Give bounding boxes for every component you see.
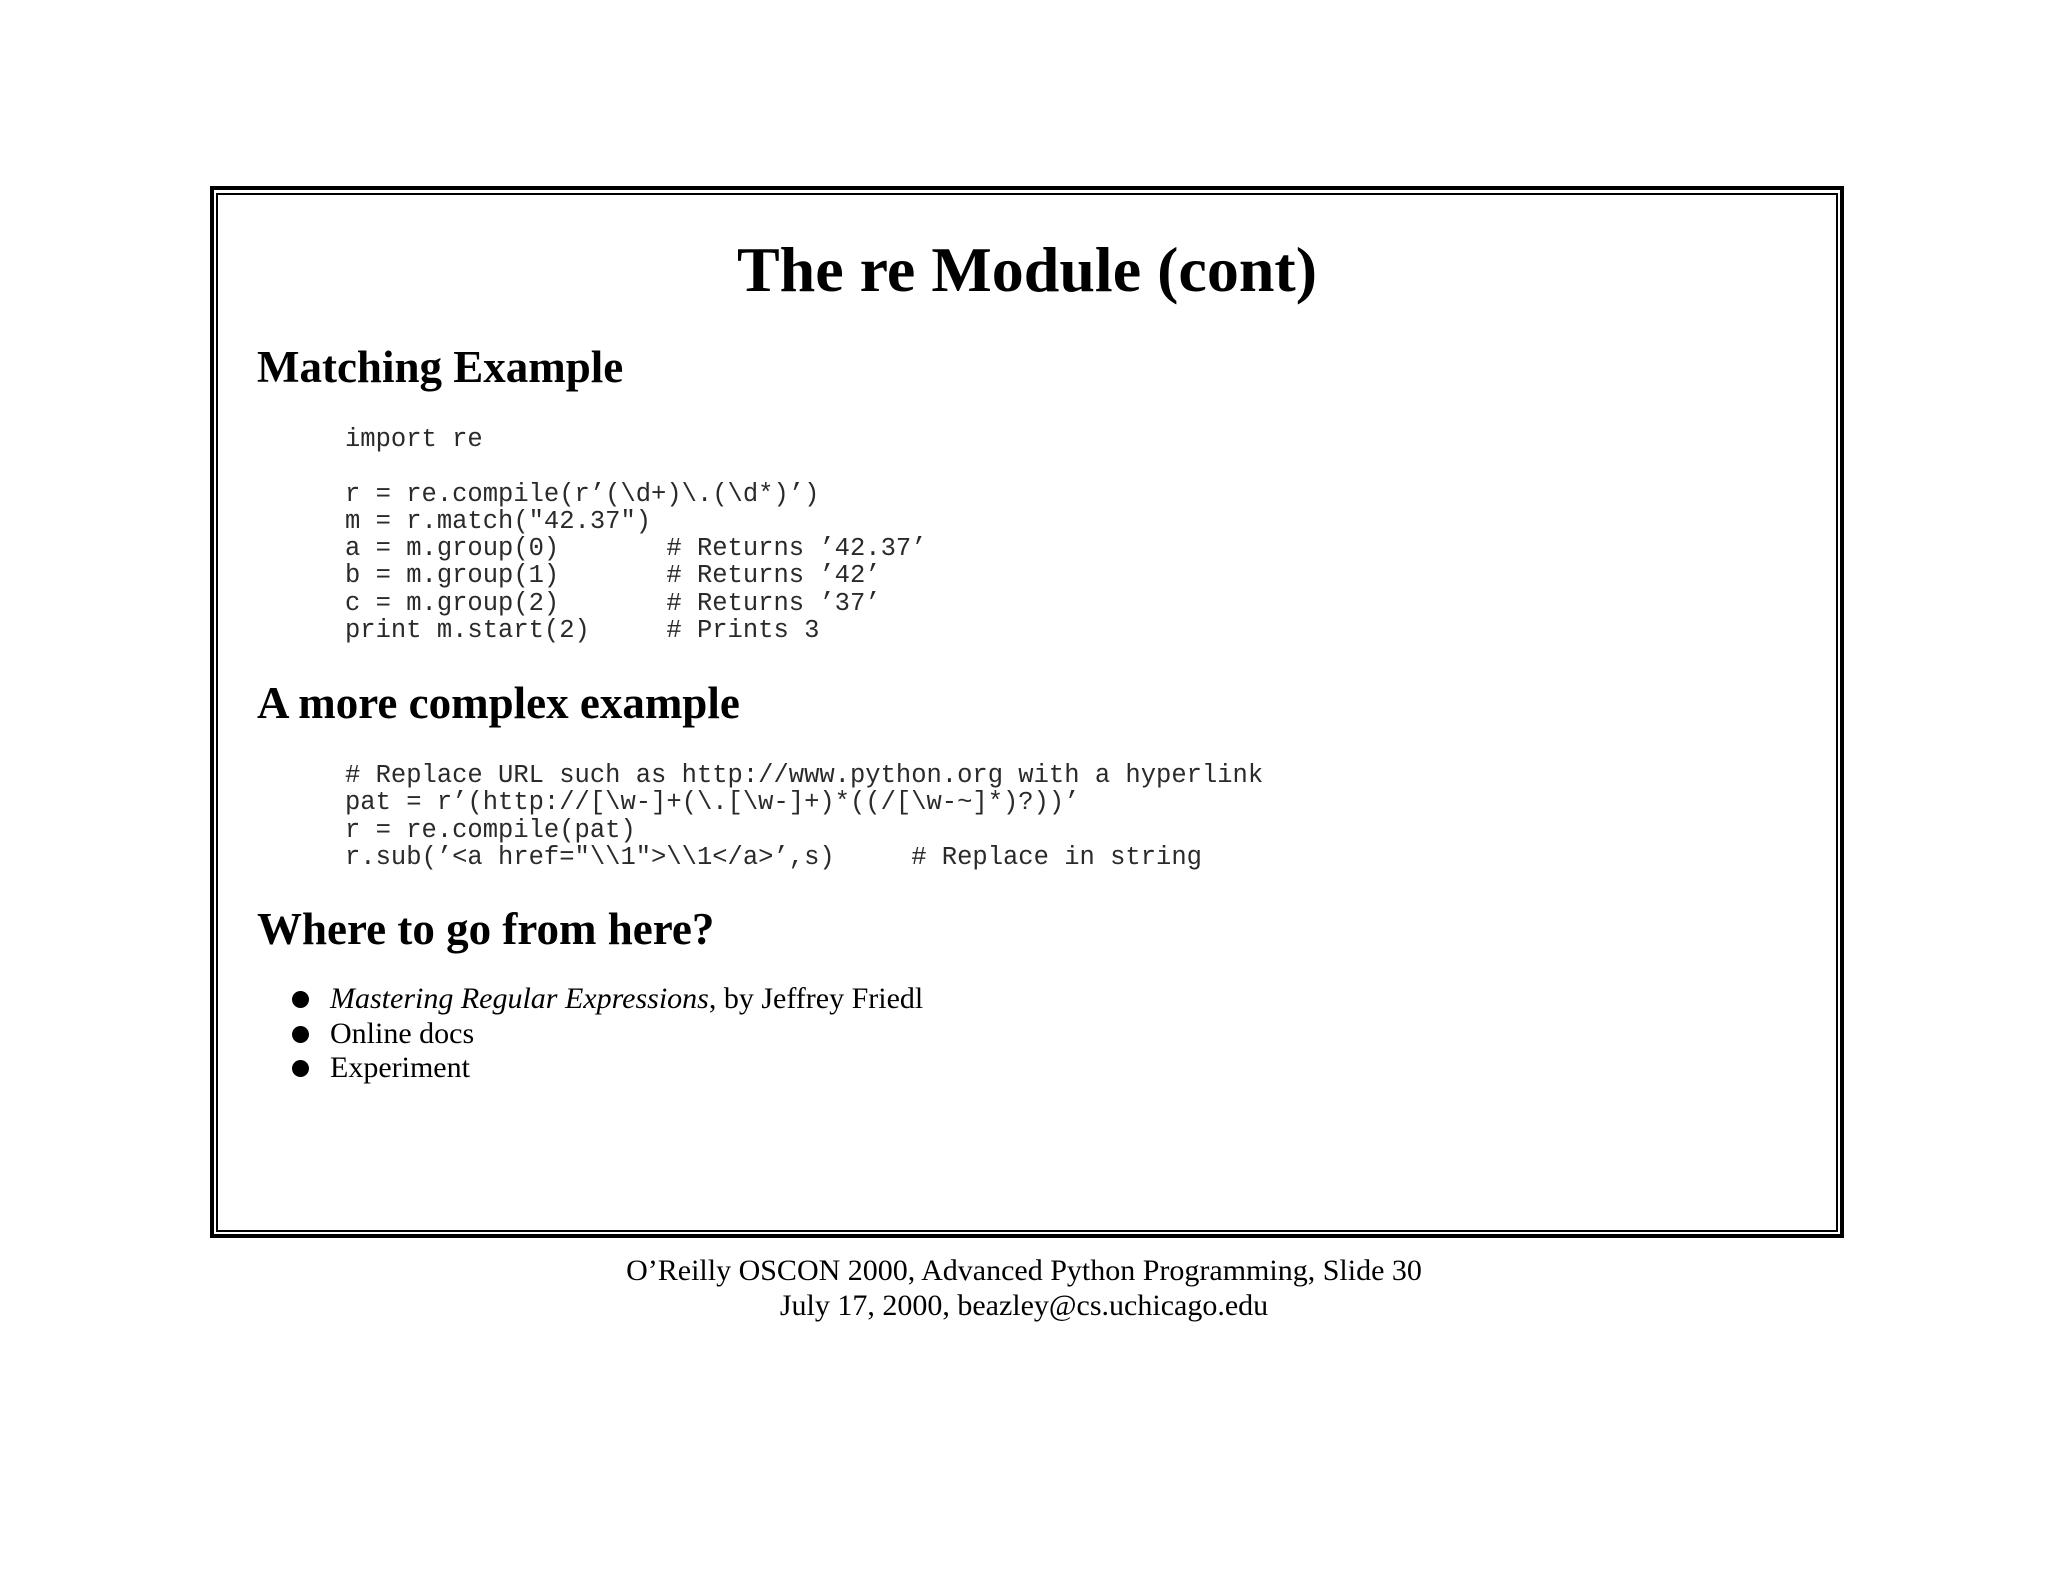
slide-title: The re Module (cont) bbox=[736, 234, 1318, 305]
bullet-icon bbox=[292, 1060, 309, 1077]
book-title: Mastering Regular Expressions bbox=[330, 982, 709, 1015]
bullet-icon bbox=[292, 1026, 309, 1043]
section-heading-matching-example: Matching Example bbox=[257, 342, 624, 392]
footer-line-2: July 17, 2000, beazley@cs.uchicago.edu bbox=[779, 1289, 1269, 1322]
resource-list bbox=[290, 982, 923, 1086]
section-heading-where-to-go: Where to go from here? bbox=[257, 904, 715, 954]
list-item bbox=[290, 1051, 923, 1086]
list-item-text: Experiment bbox=[330, 1051, 470, 1084]
list-item-text: Online docs bbox=[330, 1016, 475, 1050]
list-item bbox=[290, 1017, 923, 1052]
section-heading-complex-example: A more complex example bbox=[257, 678, 740, 728]
bullet-icon bbox=[292, 991, 309, 1008]
list-item bbox=[290, 982, 923, 1017]
code-block-complex-example: # Replace URL such as http://www.python.org with a hyperlink pat = r’(http://[\w-]+(\.[\w-]+)*((/[\w-~]*)?))’ r = re.compile(pat) r.sub(’<a href="\\1">\\1</a>’,s) # Replace in string bbox=[345, 761, 1264, 872]
list-item-text: , by Jeffrey Friedl bbox=[708, 982, 924, 1015]
footer-line-1: O’Reilly OSCON 2000, Advanced Python Programming, Slide 30 bbox=[626, 1254, 1422, 1287]
code-block-matching-example: import re r = re.compile(r’(\d+)\.(\d*)’) m = r.match("42.37") a = m.group(0) # Returns ’42.37’ b = m.group(1) # Returns ’42’ c = m.group(2) # Returns ’37’ print m.start(2) # Prints 3 bbox=[345, 425, 927, 646]
